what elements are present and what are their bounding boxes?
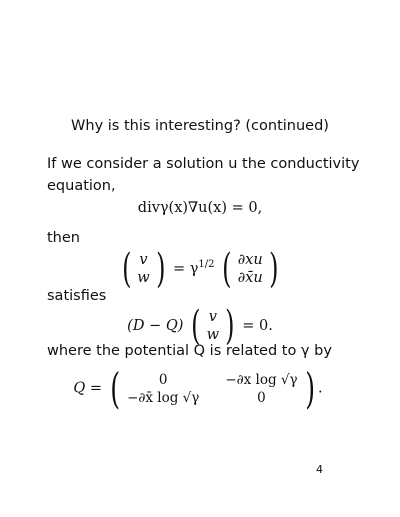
paragraph-intro-line1: If we consider a solution u the conductivity xyxy=(47,156,360,172)
matrix-a21: −∂x̄ log √γ xyxy=(127,389,200,406)
gamma-exponent: 1/2 xyxy=(198,259,215,270)
vector-vw-2: ( v w ) xyxy=(191,303,235,349)
equation-conductivity: divγ(x)∇u(x) = 0, xyxy=(137,200,263,216)
dx-u: ∂xu xyxy=(237,252,263,268)
vector-v: v xyxy=(139,252,148,268)
equation-potential-q xyxy=(0,364,398,413)
matrix-a22: 0 xyxy=(257,389,266,406)
text-then: then xyxy=(47,230,80,246)
paragraph-potential: where the potential Q is related to γ by xyxy=(47,343,332,359)
vector-v-2: v xyxy=(208,309,217,325)
page-number: 4 xyxy=(316,463,323,476)
matrix-a11: 0 xyxy=(158,371,168,388)
q-equals: Q = xyxy=(73,380,103,397)
matrix-q: ( 0 −∂x log √γ −∂x̄ log √γ 0 ) xyxy=(109,364,315,413)
dxbar-u: ∂x̄u xyxy=(237,270,263,286)
vector-w: w xyxy=(137,270,150,286)
equals-gamma: = γ xyxy=(172,261,199,277)
matrix-a12: −∂x log √γ xyxy=(225,371,298,388)
vector-w-2: w xyxy=(206,327,220,343)
paragraph-intro xyxy=(47,153,359,197)
vector-vw: ( v w ) xyxy=(121,246,166,292)
vector-derivatives: ( ∂xu ∂x̄u ) xyxy=(222,246,279,292)
equation-period: . xyxy=(317,380,323,397)
text-satisfies: satisfies xyxy=(47,288,107,304)
slide-title: Why is this interesting? (continued) xyxy=(71,118,329,134)
equals-zero: = 0. xyxy=(242,318,273,334)
paragraph-intro-line2: equation, xyxy=(47,178,116,194)
operator-d-minus-q: (D − Q) xyxy=(127,318,184,334)
